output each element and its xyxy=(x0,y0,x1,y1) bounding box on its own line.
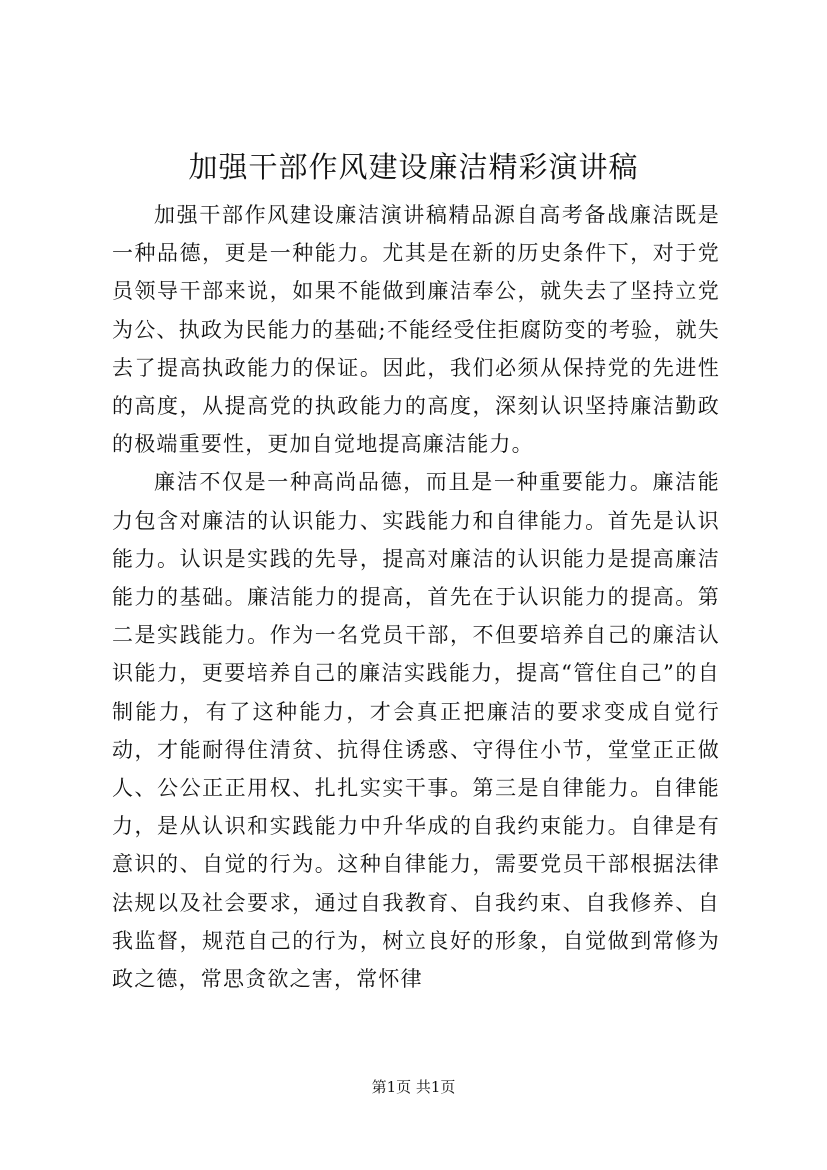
document-title: 加强干部作风建设廉洁精彩演讲稿 xyxy=(188,150,639,184)
page-footer: 第1页 共1页 xyxy=(371,1078,456,1096)
paragraph-1: 加强干部作风建设廉洁演讲稿精品源自高考备战廉洁既是一种品德，更是一种能力。尤其是在新的历史条件下，对于党员领导干部来说，如果不能做到廉洁奉公，就失去了坚持立党为公、执政为民能力的基础;不能经受住拒腐防变的考验，就失去了提高执政能力的保证。因此，我们必须从保持党的先进性的高度，从提高党的执政能力的高度，深刻认识坚持廉洁勤政的极端重要性，更加自觉地提高廉洁能力。 xyxy=(112,203,720,457)
paragraph-2: 廉洁不仅是一种高尚品德，而且是一种重要能力。廉洁能力包含对廉洁的认识能力、实践能力和自律能力。首先是认识能力。认识是实践的先导，提高对廉洁的认识能力是提高廉洁能力的基础。廉洁能力的提高，首先在于认识能力的提高。第二是实践能力。作为一名党员干部，不但要培养自己的廉洁认识能力，更要培养自己的廉洁实践能力，提高“管住自己”的自制能力，有了这种能力，才会真正把廉洁的要求变成自觉行动，才能耐得住清贫、抗得住诱惑、守得住小节，堂堂正正做人、公公正正用权、扎扎实实干事。第三是自律能力。自律能力，是从认识和实践能力中升华成的自我约束能力。自律是有意识的、自觉的行为。这种自律能力，需要党员干部根据法律法规以及社会要求，通过自我教育、自我约束、自我修养、自我监督，规范自己的行为，树立良好的形象，自觉做到常修为政之德，常思贪欲之害，常怀律 xyxy=(112,470,720,992)
document-body xyxy=(112,196,720,998)
